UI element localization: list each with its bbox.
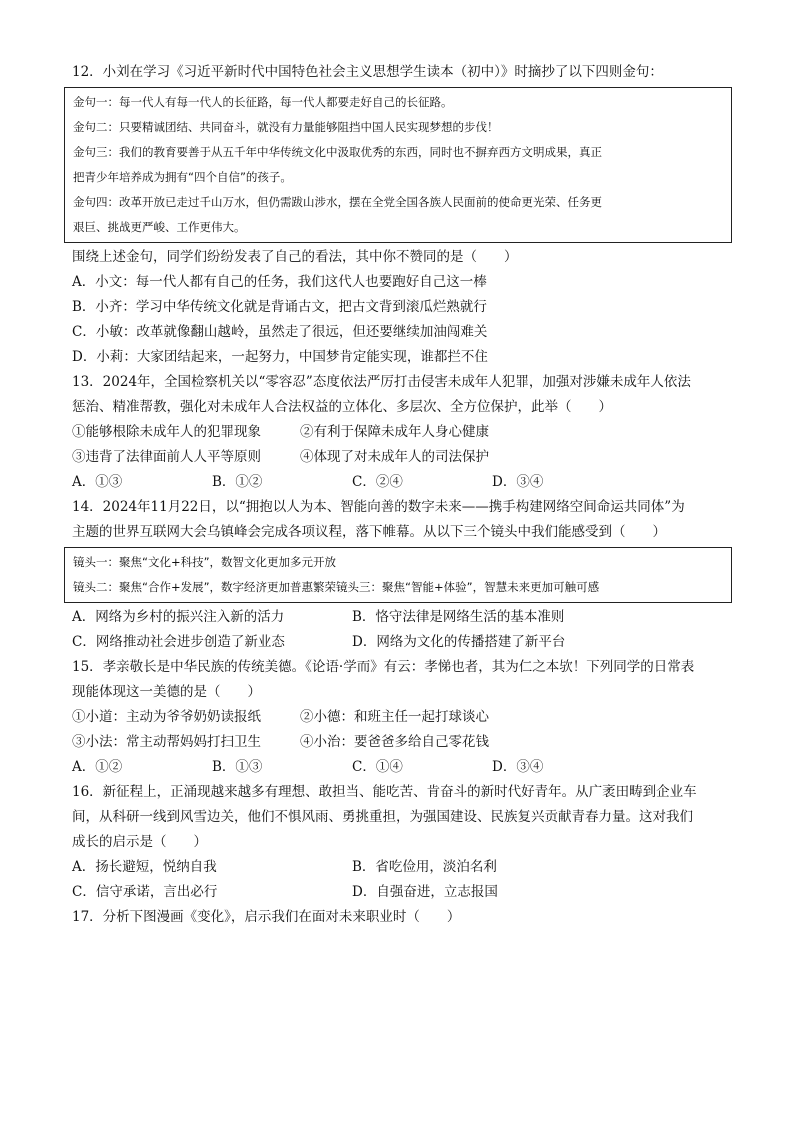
q12-option-d[interactable]: D．小莉：大家团结起来，一起努力，中国梦肯定能实现，谁都拦不住	[72, 349, 488, 365]
q13-statement: ①能够根除未成年人的犯罪现象	[72, 424, 261, 440]
q12-stem: 12．小刘在学习《习近平新时代中国特色社会主义思想学生读本（初中）》时摘抄了以下四则金句：	[72, 64, 663, 80]
q12-quote-box	[64, 87, 732, 243]
q13-statements-row	[72, 445, 732, 470]
q15-statements-row	[72, 705, 732, 730]
q13-option-c[interactable]: C．②④	[352, 474, 403, 490]
q16-option-a[interactable]: A．扬长避短，悦纳自我	[72, 859, 217, 875]
q14-option-a[interactable]: A．网络为乡村的振兴注入新的活力	[72, 609, 285, 625]
q16-option-c[interactable]: C．信守承诺，言出必行	[72, 884, 218, 900]
q15-option-b[interactable]: B．①③	[212, 759, 263, 775]
q16-stem-line: 16．新征程上，正涌现越来越多有理想、敢担当、能吃苦、肯奋斗的新时代好青年。从广袤田畴到企业车	[72, 784, 697, 800]
q12-option-c[interactable]: C．小敏：改革就像翻山越岭，虽然走了很远，但还要继续加油闯难关	[72, 324, 488, 340]
q16-stem-line: 间，从科研一线到风雪边关，他们不惧风雨、勇挑重担，为强国建设、民族复兴贡献青春力量。这对我们	[72, 809, 693, 825]
q16-options-row	[72, 855, 732, 880]
q12-quote-line: 艰巨、挑战更严峻、工作更伟大。	[73, 220, 246, 234]
q14-option-c[interactable]: C．网络推动社会进步创造了新业态	[72, 634, 285, 650]
q15-statement: ③小法：常主动帮妈妈打扫卫生	[72, 734, 261, 750]
q14-stem-line: 主题的世界互联网大会乌镇峰会完成各项议程，落下帷幕。从以下三个镜头中我们能感受到（ ）	[72, 524, 666, 540]
q12-option-a[interactable]: A．小文：每一代人都有自己的任务，我们这代人也要跑好自己这一棒	[72, 274, 487, 290]
q15-statements-row	[72, 730, 732, 755]
q12-ask: 围绕上述金句，同学们纷纷发表了自己的看法，其中你不赞同的是（ ）	[72, 249, 518, 265]
q12-quote-line: 金句三：我们的教育要善于从五千年中华传统文化中汲取优秀的东西，同时也不摒弃西方文明成果，真正	[73, 145, 602, 159]
q15-options	[72, 755, 732, 780]
q15-statement: ①小道：主动为爷爷奶奶读报纸	[72, 709, 261, 725]
q13-statement: ②有利于保障未成年人身心健康	[300, 424, 489, 440]
q15-stem-line: 15．孝亲敬长是中华民族的传统美德。《论语·学而》有云：孝悌也者，其为仁之本欤！下列同学的日常表	[72, 659, 695, 675]
q12-quote-line: 金句二：只要精诚团结、共同奋斗，就没有力量能够阻挡中国人民实现梦想的步伐！	[73, 120, 499, 134]
q14-options-row	[72, 630, 732, 655]
q13-option-a[interactable]: A．①③	[72, 474, 123, 490]
q15-option-a[interactable]: A．①②	[72, 759, 123, 775]
q13-option-d[interactable]: D．③④	[492, 474, 544, 490]
q12-quote-line: 把青少年培养成为拥有“四个自信”的孩子。	[73, 170, 292, 184]
q15-option-c[interactable]: C．①④	[352, 759, 403, 775]
q17-stem: 17．分析下图漫画《变化》，启示我们在面对未来职业时（ ）	[72, 909, 461, 925]
q14-stem-line: 14．2024年11月22日，以“拥抱以人为本、智能向善的数字未来——携手构建网络空间命运共同体”为	[72, 499, 685, 515]
q14-option-b[interactable]: B．恪守法律是网络生活的基本准则	[352, 609, 565, 625]
q14-options-row	[72, 605, 732, 630]
q13-stem-line: 惩治、精准帮教，强化对未成年人合法权益的立体化、多层次、全方位保护，此举（ ）	[72, 399, 612, 415]
q12-quote-line: 金句四：改革开放已走过千山万水，但仍需跋山涉水，摆在全党全国各族人民面前的使命更光荣、任务更	[73, 195, 602, 209]
q13-stem-line: 13．2024年，全国检察机关以“零容忍”态度依法严厉打击侵害未成年人犯罪，加强对涉嫌未成年人依法	[72, 374, 691, 390]
q14-option-d[interactable]: D．网络为文化的传播搭建了新平台	[352, 634, 566, 650]
q15-stem-line: 现能体现这一美德的是（ ）	[72, 684, 261, 700]
q13-statement: ④体现了对未成年人的司法保护	[300, 449, 489, 465]
q14-scene-line: 镜头二：聚焦“合作+发展”，数字经济更加普惠繁荣镜头三：聚焦“智能+体验”，智慧未来更加可触可感	[73, 580, 600, 594]
q14-scene-line: 镜头一：聚焦“文化+科技”，数智文化更加多元开放	[73, 555, 337, 569]
q16-options-row	[72, 880, 732, 905]
q16-option-b[interactable]: B．省吃俭用，淡泊名利	[352, 859, 497, 875]
q14-scene-box	[64, 547, 732, 603]
q13-option-b[interactable]: B．①②	[212, 474, 263, 490]
q12-quote-line: 金句一：每一代人有每一代人的长征路，每一代人都要走好自己的长征路。	[73, 95, 453, 109]
q13-statement: ③违背了法律面前人人平等原则	[72, 449, 261, 465]
q15-statement: ②小德：和班主任一起打球谈心	[300, 709, 489, 725]
q16-option-d[interactable]: D．自强奋进，立志报国	[352, 884, 498, 900]
q13-options	[72, 470, 732, 495]
q13-statements-row	[72, 420, 732, 445]
exam-page	[72, 60, 732, 930]
q15-option-d[interactable]: D．③④	[492, 759, 544, 775]
q15-statement: ④小治：要爸爸多给自己零花钱	[300, 734, 489, 750]
q16-stem-line: 成长的启示是（ ）	[72, 834, 207, 850]
q12-option-b[interactable]: B．小齐：学习中华传统文化就是背诵古文，把古文背到滚瓜烂熟就行	[72, 299, 487, 315]
